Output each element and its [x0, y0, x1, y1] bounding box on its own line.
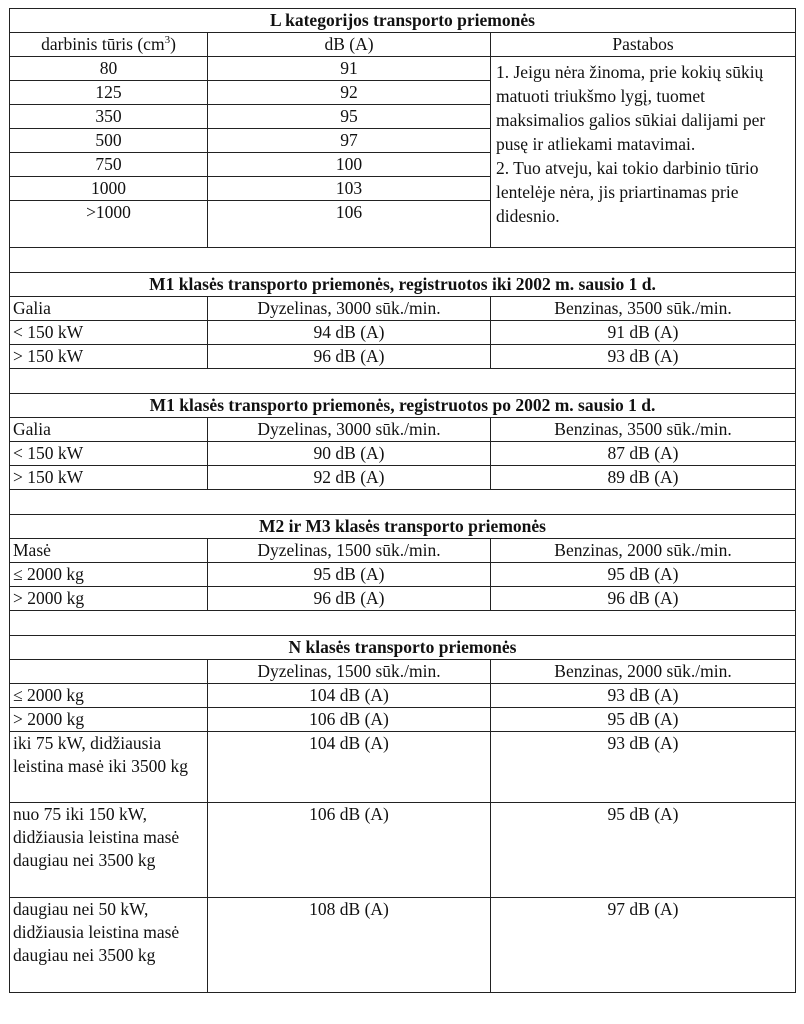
l-db-cell: 100	[208, 153, 491, 177]
m1-before-title-row	[10, 273, 796, 297]
l-db-cell: 97	[208, 129, 491, 153]
m2m3-title: M2 ir M3 klasės transporto priemonės	[10, 515, 796, 539]
m1-after-header-petrol: Benzinas, 3500 sūk./min.	[491, 418, 796, 442]
l-db-cell: 92	[208, 81, 491, 105]
l-volume-cell: 80	[10, 57, 208, 81]
n-class-header-petrol: Benzinas, 2000 sūk./min.	[491, 660, 796, 684]
table-row	[10, 684, 796, 708]
spacer-cell	[10, 490, 796, 515]
m1-before-header-power: Galia	[10, 297, 208, 321]
m2m3-mass-cell: ≤ 2000 kg	[10, 563, 208, 587]
n-class-diesel-cell: 104 dB (A)	[208, 732, 491, 803]
n-class-condition-cell: daugiau nei 50 kW, didžiausia leistina masė daugiau nei 3500 kg	[10, 898, 208, 993]
table-row	[10, 57, 796, 81]
n-class-condition-cell: > 2000 kg	[10, 708, 208, 732]
m2m3-title-row	[10, 515, 796, 539]
l-notes-cell	[491, 57, 796, 248]
l-header-volume: darbinis tūris $(cm^3)$	[10, 33, 208, 57]
spacer-row	[10, 490, 796, 515]
n-class-diesel-cell: 104 dB (A)	[208, 684, 491, 708]
m1-after-header-power: Galia	[10, 418, 208, 442]
l-db-cell: 91	[208, 57, 491, 81]
m2m3-petrol-cell: 95 dB (A)	[491, 563, 796, 587]
table-row	[10, 803, 796, 898]
n-class-condition-cell: ≤ 2000 kg	[10, 684, 208, 708]
l-volume-cell: 750	[10, 153, 208, 177]
l-volume-cell: 1000	[10, 177, 208, 201]
m1-before-header-petrol: Benzinas, 3500 sūk./min.	[491, 297, 796, 321]
l-category-title: L kategorijos transporto priemonės	[10, 9, 796, 33]
noise-limits-table	[9, 8, 796, 993]
n-class-diesel-cell: 106 dB (A)	[208, 803, 491, 898]
m2m3-diesel-cell: 96 dB (A)	[208, 587, 491, 611]
n-class-diesel-cell: 106 dB (A)	[208, 708, 491, 732]
m1-after-title-row	[10, 394, 796, 418]
n-class-petrol-cell: 95 dB (A)	[491, 708, 796, 732]
n-class-petrol-cell: 93 dB (A)	[491, 732, 796, 803]
m2m3-header-petrol: Benzinas, 2000 sūk./min.	[491, 539, 796, 563]
n-class-condition-cell: nuo 75 iki 150 kW, didžiausia leistina masė daugiau nei 3500 kg	[10, 803, 208, 898]
m1-after-diesel-cell: 92 dB (A)	[208, 466, 491, 490]
m1-after-petrol-cell: 89 dB (A)	[491, 466, 796, 490]
l-volume-cell: 500	[10, 129, 208, 153]
table-row	[10, 321, 796, 345]
table-row	[10, 732, 796, 803]
m2m3-petrol-cell: 96 dB (A)	[491, 587, 796, 611]
n-class-header-diesel: Dyzelinas, 1500 sūk./min.	[208, 660, 491, 684]
m1-after-power-cell: > 150 kW	[10, 466, 208, 490]
l-category-title-row	[10, 9, 796, 33]
table-row	[10, 587, 796, 611]
l-category-header-row	[10, 33, 796, 57]
n-class-condition-cell: iki 75 kW, didžiausia leistina masė iki 3500 kg	[10, 732, 208, 803]
n-class-petrol-cell: 95 dB (A)	[491, 803, 796, 898]
table-row	[10, 442, 796, 466]
n-class-title: N klasės transporto priemonės	[10, 636, 796, 660]
m2m3-header-diesel: Dyzelinas, 1500 sūk./min.	[208, 539, 491, 563]
m1-before-diesel-cell: 94 dB (A)	[208, 321, 491, 345]
n-class-diesel-cell: 108 dB (A)	[208, 898, 491, 993]
l-db-cell: 103	[208, 177, 491, 201]
m1-after-title: M1 klasės transporto priemonės, registruotos po 2002 m. sausio 1 d.	[10, 394, 796, 418]
m2m3-mass-cell: > 2000 kg	[10, 587, 208, 611]
n-class-header-blank	[10, 660, 208, 684]
n-class-header-row	[10, 660, 796, 684]
m1-before-power-cell: > 150 kW	[10, 345, 208, 369]
m1-before-header-row	[10, 297, 796, 321]
spacer-row	[10, 611, 796, 636]
l-db-cell: 95	[208, 105, 491, 129]
m2m3-diesel-cell: 95 dB (A)	[208, 563, 491, 587]
table-row	[10, 563, 796, 587]
m1-after-diesel-cell: 90 dB (A)	[208, 442, 491, 466]
m1-after-petrol-cell: 87 dB (A)	[491, 442, 796, 466]
m1-before-title: M1 klasės transporto priemonės, registruotos iki 2002 m. sausio 1 d.	[10, 273, 796, 297]
n-class-petrol-cell: 93 dB (A)	[491, 684, 796, 708]
table-row	[10, 708, 796, 732]
l-db-cell: 106	[208, 201, 491, 248]
l-header-db: dB (A)	[208, 33, 491, 57]
noise-limits-document	[9, 8, 795, 993]
l-header-notes: Pastabos	[491, 33, 796, 57]
l-note-1: 1. Jeigu nėra žinoma, prie kokių sūkių matuoti triukšmo lygį, tuomet maksimalios galios sūkiai dalijami per pusę ir atliekami matavimai.	[496, 62, 766, 154]
table-row	[10, 466, 796, 490]
table-row	[10, 345, 796, 369]
spacer-row	[10, 369, 796, 394]
m1-before-diesel-cell: 96 dB (A)	[208, 345, 491, 369]
spacer-row	[10, 248, 796, 273]
spacer-cell	[10, 248, 796, 273]
m1-before-power-cell: < 150 kW	[10, 321, 208, 345]
table-row	[10, 898, 796, 993]
spacer-cell	[10, 369, 796, 394]
m1-before-header-diesel: Dyzelinas, 3000 sūk./min.	[208, 297, 491, 321]
l-volume-cell: 350	[10, 105, 208, 129]
l-volume-cell: 125	[10, 81, 208, 105]
m2m3-header-mass: Masė	[10, 539, 208, 563]
l-volume-cell: >1000	[10, 201, 208, 248]
m2m3-header-row	[10, 539, 796, 563]
n-class-petrol-cell: 97 dB (A)	[491, 898, 796, 993]
m1-after-header-diesel: Dyzelinas, 3000 sūk./min.	[208, 418, 491, 442]
l-note-2: 2. Tuo atveju, kai tokio darbinio tūrio lentelėje nėra, jis priartinamas prie didesnio.	[496, 158, 759, 226]
n-class-title-row	[10, 636, 796, 660]
m1-before-petrol-cell: 93 dB (A)	[491, 345, 796, 369]
m1-before-petrol-cell: 91 dB (A)	[491, 321, 796, 345]
spacer-cell	[10, 611, 796, 636]
m1-after-header-row	[10, 418, 796, 442]
m1-after-power-cell: < 150 kW	[10, 442, 208, 466]
